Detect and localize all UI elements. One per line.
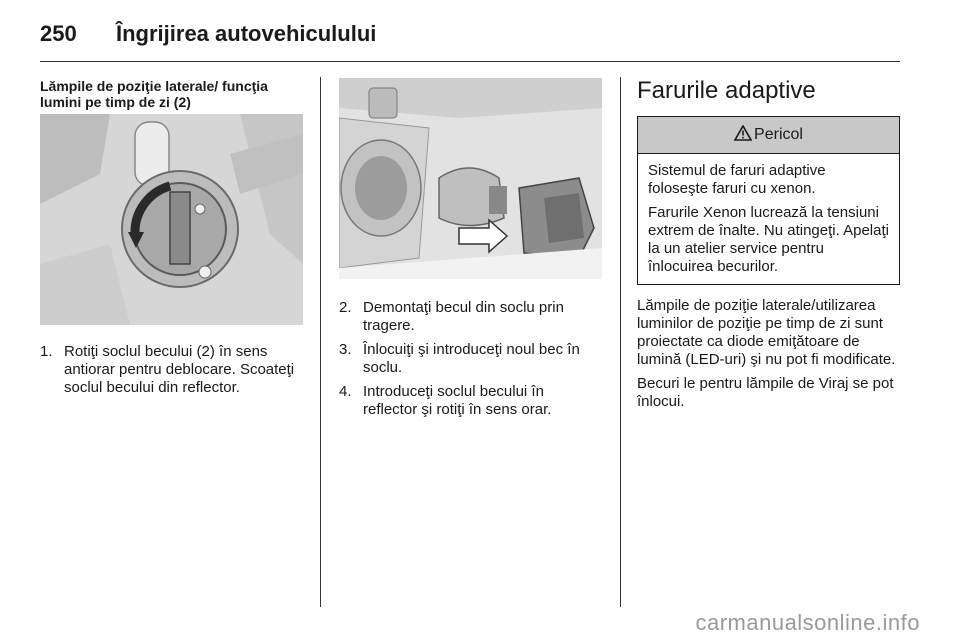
column-1 xyxy=(40,78,303,403)
body-paragraph: Becuri le pentru lămpile de Viraj se pot înlocui. xyxy=(637,375,894,410)
section-subheading: Lămpile de poziţie laterale/ funcţia lumini pe timp de zi (2) xyxy=(40,78,268,110)
warning-header xyxy=(638,117,899,154)
warning-box xyxy=(637,116,900,285)
column-divider-2 xyxy=(620,77,621,607)
warning-triangle-icon xyxy=(734,125,752,146)
list-item: 4. Introduceţi soclul becului în reflector şi rotiţi în sens orar. xyxy=(339,383,552,418)
page-header xyxy=(40,14,376,54)
page-number: 250 xyxy=(40,21,77,46)
steps-list-2 xyxy=(339,299,599,419)
steps-list-1 xyxy=(40,343,303,397)
column-divider-1 xyxy=(320,77,321,607)
warning-paragraph: Sistemul de faruri adaptive foloseşte faruri cu xenon. xyxy=(648,162,826,197)
page-title: Îngrijirea autovehiculului xyxy=(116,21,377,46)
list-item: 1. Rotiţi soclul becului (2) în sens antiorar pentru deblocare. Scoateţi soclul becului din reflector. xyxy=(40,343,295,396)
section-heading: Farurile adaptive xyxy=(637,77,816,104)
body-text xyxy=(637,297,900,411)
bulb-removal-photo xyxy=(339,78,602,279)
column-3 xyxy=(637,78,900,417)
header-rule xyxy=(40,61,900,62)
warning-title: Pericol xyxy=(754,126,803,143)
warning-paragraph: Farurile Xenon lucrează la tensiuni extrem de înalte. Nu atingeţi. Apelaţi la un atelier service pentru înlocuirea becurilor. xyxy=(648,204,889,275)
body-paragraph: Lămpile de poziţie laterale/utilizarea luminilor de poziţie pe timp de zi sunt proiectate ca diode emiţătoare de lumină (LED-uri) şi nu pot fi modificate. xyxy=(637,297,896,368)
list-item: 3. Înlocuiţi şi introduceţi noul bec în soclu. xyxy=(339,341,580,376)
warning-body xyxy=(638,154,899,284)
watermark: carmanualsonline.info xyxy=(695,610,920,635)
column-2 xyxy=(339,78,602,425)
list-item: 2. Demontaţi becul din soclu prin tragere. xyxy=(339,299,564,334)
bulb-socket-photo xyxy=(40,114,303,325)
